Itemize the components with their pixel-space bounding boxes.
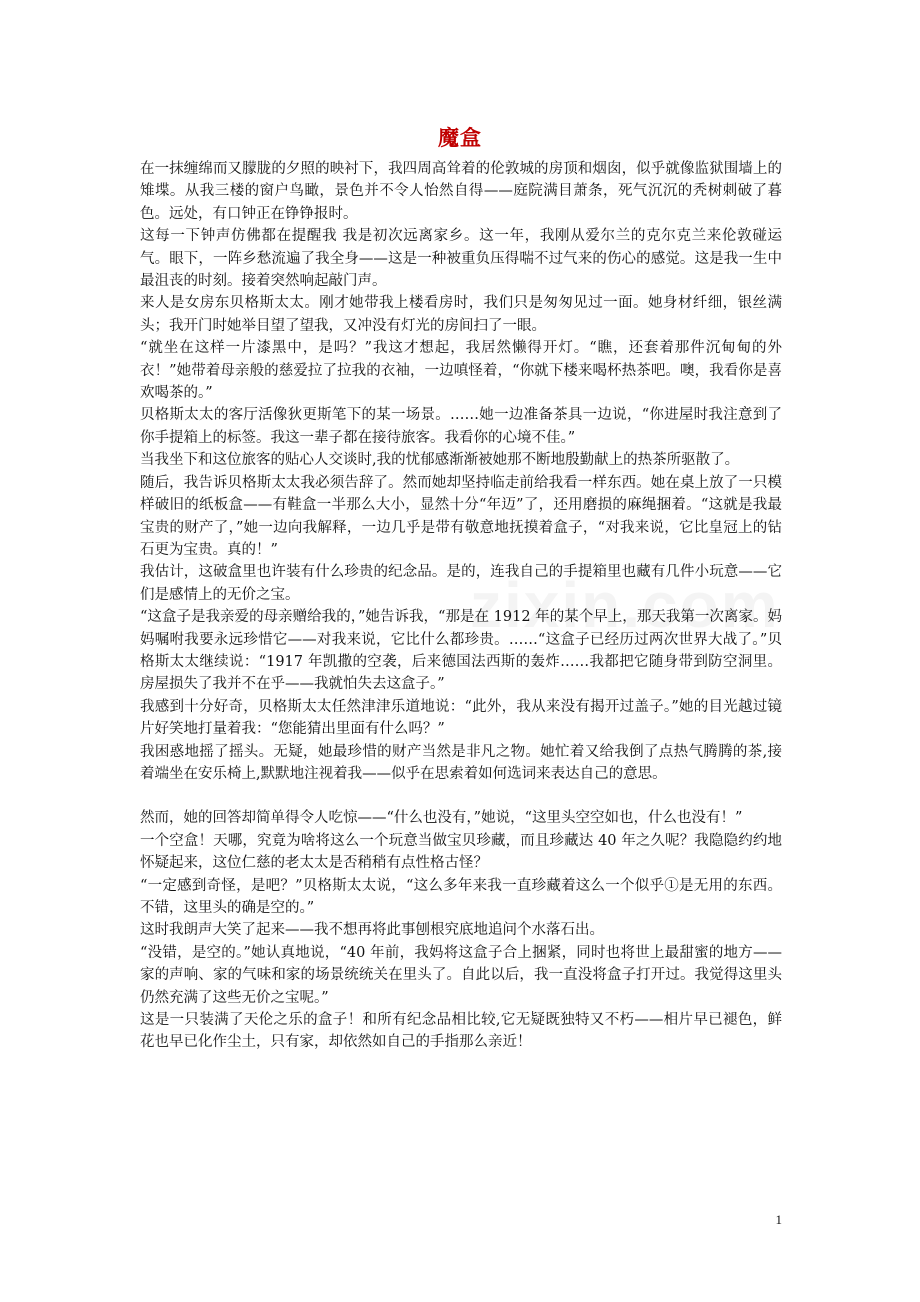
paragraph: 这是一只装满了天伦之乐的盒子！和所有纪念品相比较,它无疑既独特又不朽——相片早已褪色，鲜花也早已化作尘土，只有家，却依然如自己的手指那么亲近！ (140, 1012, 782, 1051)
paragraph: “没错，是空的。”她认真地说，“40 年前，我妈将这盒子合上捆紧，同时也将世上最甜蜜的地方——家的声响、家的气味和家的场景统统关在里头了。自此以后，我一直没将盒子打开过。我觉得这里头仍然充满了这些无价之宝呢。” (140, 944, 782, 1006)
paragraph: 在一抹缠绵而又朦胧的夕照的映衬下，我四周高耸着的伦敦城的房顶和烟囱，似乎就像监狱围墙上的雉堞。从我三楼的窗户鸟瞰，景色并不令人怡然自得——庭院满目萧条，死气沉沉的秃树刺破了暮色。远处，有口钟正在铮铮报时。 (140, 161, 782, 222)
paragraph-spacer (140, 785, 782, 807)
paragraph: “这盒子是我亲爱的母亲赠给我的，”她告诉我，“那是在 1912 年的某个早上，那天我第一次离家。妈妈嘱咐我要永远珍惜它——对我来说，它比什么都珍贵。……“这盒子已经历过两次世界大战了。”贝格斯太太继续说：“1917 年凯撒的空袭，后来德国法西斯的轰炸……我都把它随身带到防空洞里。房屋损失了我并不在乎——我就怕失去这盒子。” (140, 609, 782, 693)
paragraph: 我困惑地摇了摇头。无疑，她最珍惜的财产当然是非凡之物。她忙着又给我倒了点热气腾腾的茶,接着端坐在安乐椅上,默默地注视着我——似乎在思索着如何选词来表达自己的意思。 (140, 743, 782, 782)
paragraph: 我感到十分好奇，贝格斯太太任然津津乐道地说：“此外，我从来没有揭开过盖子。”她的目光越过镜片好笑地打量着我：“您能猜出里面有什么吗？” (140, 698, 782, 738)
paragraph: 我估计，这破盒里也许装有什么珍贵的纪念品。是的，连我自己的手提箱里也藏有几件小玩意——它们是感情上的无价之宝。 (140, 564, 782, 603)
paragraph: 然而，她的回答却简单得令人吃惊——“什么也没有，”她说，“这里头空空如也，什么也没有！” (140, 810, 743, 827)
document-title: 魔盒 (438, 125, 482, 150)
paragraph: “一定感到奇怪，是吧？”贝格斯太太说，“这么多年来我一直珍藏着这么一个似乎①是无用的东西。不错，这里头的确是空的。” (140, 877, 782, 916)
page-number: 1 (775, 1212, 782, 1227)
paragraph: 来人是女房东贝格斯太太。刚才她带我上楼看房时，我们只是匆匆见过一面。她身材纤细，银丝满头；我开门时她举目望了望我，又冲没有灯光的房间扫了一眼。 (140, 295, 782, 334)
paragraph: 贝格斯太太的客厅活像狄更斯笔下的某一场景。……她一边准备茶具一边说，“你进屋时我注意到了你手提箱上的标签。我这一辈子都在接待旅客。我看你的心境不佳。” (140, 407, 782, 446)
paragraph: 这时我朗声大笑了起来——我不想再将此事刨根究底地追问个水落石出。 (140, 922, 604, 939)
paragraph: 一个空盒！天哪，究竟为啥将这么一个玩意当做宝贝珍藏，而且珍藏达 40 年之久呢？我隐隐约约地怀疑起来，这位仁慈的老太太是否稍稍有点性格古怪？ (140, 832, 782, 872)
paragraph: 随后，我告诉贝格斯太太我必须告辞了。然而她却坚持临走前给我看一样东西。她在桌上放了一只模样破旧的纸板盒——有鞋盒一半那么大小，显然十分“年迈”了，还用磨损的麻绳捆着。“这就是我最宝贵的财产了，”她一边向我解释，一边几乎是带有敬意地抚摸着盒子，“对我来说，它比皇冠上的钻石更为宝贵。真的！” (140, 474, 782, 558)
paragraph: “就坐在这样一片漆黑中，是吗？”我这才想起，我居然懒得开灯。“瞧，还套着那件沉甸甸的外衣！”她带着母亲般的慈爱拉了拉我的衣袖，一边嗔怪着，“你就下楼来喝杯热茶吧。噢，我看你是喜欢喝茶的。” (140, 340, 782, 402)
paragraph: 这每一下钟声仿佛都在提醒我 我是初次远离家乡。这一年，我刚从爱尔兰的克尔克兰来伦敦碰运气。眼下，一阵乡愁流遍了我全身——这是一种被重负压得喘不过气来的伤心的感觉。这是我一生中最沮丧的时刻。接着突然响起敲门声。 (140, 228, 782, 290)
document-body (140, 158, 782, 1054)
paragraph: 当我坐下和这位旅客的贴心人交谈时,我的忧郁感渐渐被她那不断地殷勤献上的热茶所驱散了。 (140, 452, 740, 469)
